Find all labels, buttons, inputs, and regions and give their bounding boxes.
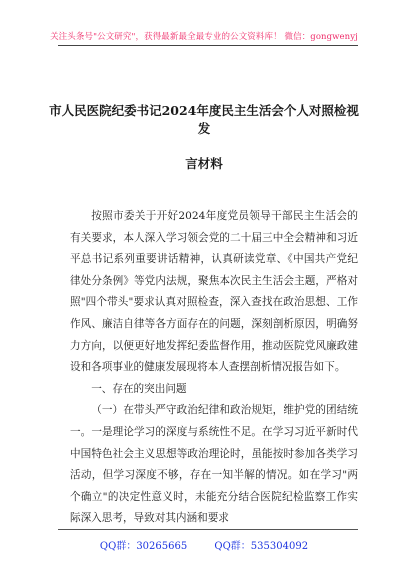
document-title-line-2: 言材料 xyxy=(185,156,223,171)
footer xyxy=(0,537,408,552)
document-body xyxy=(70,206,358,530)
footer-divider xyxy=(58,529,358,530)
footer-qq-group-1: QQ群：30265665 xyxy=(99,541,188,552)
header-banner: 关注头条号"公文研究"，获得最新最全最专业的公文资料库！ 微信：gongwenyj xyxy=(50,32,358,42)
header-divider xyxy=(58,45,358,46)
section-heading: 一、存在的突出问题 xyxy=(91,382,187,395)
document-title-line-1: 市人民医院纪委书记2024年度民主生活会个人对照检视发 xyxy=(49,103,359,136)
footer-qq-group-2: QQ群：535304092 xyxy=(214,541,309,552)
paragraph-intro: 按照市委关于开好2024年度党员领导干部民主生活会的有关要求，本人深入学习领会党的二十届三中全会精神和习近平总书记系列重要讲话精神，认真研读党章、《中国共产党纪律处分条例》等党内法规，聚焦本次民主生活会主题，严格对照"四个带头"要求认真对照检查，深入查找在政治思想、工作作风、廉洁自律等各方面存在的问题，深刻剖析原因，明确努力方向，以便更好地发挥纪委监督作用，推动医院党风廉政建设和各项事业的健康发展现将本人查摆剖析情况报告如下。 xyxy=(70,210,358,374)
paragraph-item-1: （一）在带头严守政治纪律和政治规矩，维护党的团结统一。一是理论学习的深度与系统性不足。在学习习近平新时代中国特色社会主义思想等政治理论时，虽能按时参加各类学习活动，但学习深度不够，存在一知半解的情况。如在学习"两个确立"的决定性意义时，未能充分结合医院纪检监察工作实际深入思考，导致对其内涵和要求 xyxy=(70,404,358,525)
